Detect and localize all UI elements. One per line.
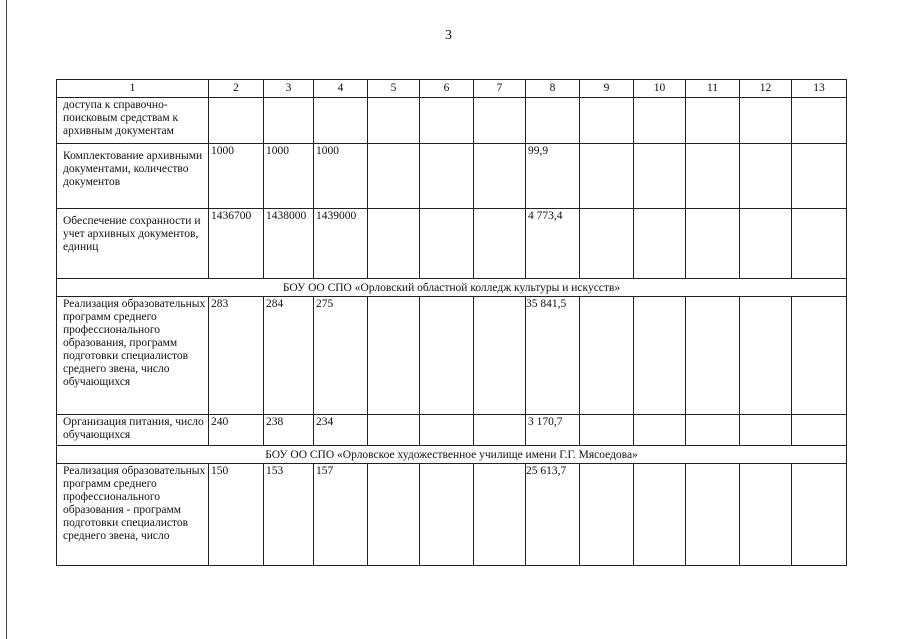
cell-col6 bbox=[420, 209, 474, 279]
cell-col3 bbox=[264, 98, 314, 144]
cell-col8: 3 170,7 bbox=[526, 415, 580, 446]
column-header: 10 bbox=[634, 80, 686, 98]
cell-col7 bbox=[474, 144, 526, 209]
cell-col9 bbox=[580, 144, 634, 209]
cell-col3: 153 bbox=[264, 464, 314, 566]
column-header: 1 bbox=[57, 80, 209, 98]
column-header: 6 bbox=[420, 80, 474, 98]
data-table bbox=[56, 79, 847, 566]
cell-col12 bbox=[740, 415, 792, 446]
cell-col6 bbox=[420, 464, 474, 566]
cell-col12 bbox=[740, 209, 792, 279]
cell-col8: 25 613,7 bbox=[526, 464, 580, 566]
column-header: 7 bbox=[474, 80, 526, 98]
cell-col10 bbox=[634, 209, 686, 279]
cell-col12 bbox=[740, 464, 792, 566]
cell-col13 bbox=[792, 98, 847, 144]
cell-col5 bbox=[368, 209, 420, 279]
cell-col11 bbox=[686, 144, 740, 209]
cell-col11 bbox=[686, 415, 740, 446]
cell-col6 bbox=[420, 144, 474, 209]
cell-col7 bbox=[474, 98, 526, 144]
row-name: Организация питания, число обучающихся bbox=[57, 415, 209, 446]
row-name: Обеспечение сохранности и учет архивных документов, единиц bbox=[57, 209, 209, 279]
cell-col4: 1000 bbox=[314, 144, 368, 209]
cell-col13 bbox=[792, 415, 847, 446]
column-header: 11 bbox=[686, 80, 740, 98]
cell-col4: 234 bbox=[314, 415, 368, 446]
cell-col11 bbox=[686, 209, 740, 279]
row-name: Комплектование архивными документами, количество документов bbox=[57, 144, 209, 209]
row-name: доступа к справочно-поисковым средствам к архивным документам bbox=[57, 98, 209, 144]
page-left-edge bbox=[6, 0, 7, 639]
column-header: 3 bbox=[264, 80, 314, 98]
column-header: 5 bbox=[368, 80, 420, 98]
row-name: Реализация образовательных программ среднего профессионального образования - программ подготовки специалистов среднего звена, число bbox=[57, 464, 209, 566]
cell-col4 bbox=[314, 98, 368, 144]
column-header: 8 bbox=[526, 80, 580, 98]
cell-col6 bbox=[420, 98, 474, 144]
page-number: 3 bbox=[445, 28, 452, 43]
cell-col2: 1436700 bbox=[209, 209, 264, 279]
section-title: БОУ ОО СПО «Орловское художественное училище имени Г.Г. Мясоедова» bbox=[57, 446, 847, 464]
cell-col13 bbox=[792, 209, 847, 279]
cell-col11 bbox=[686, 98, 740, 144]
cell-col7 bbox=[474, 415, 526, 446]
cell-col13 bbox=[792, 144, 847, 209]
cell-col3: 1000 bbox=[264, 144, 314, 209]
cell-col5 bbox=[368, 144, 420, 209]
table-row bbox=[57, 98, 847, 144]
cell-col3: 238 bbox=[264, 415, 314, 446]
cell-col8: 99,9 bbox=[526, 144, 580, 209]
cell-col8: 4 773,4 bbox=[526, 209, 580, 279]
cell-col2 bbox=[209, 98, 264, 144]
cell-col10 bbox=[634, 98, 686, 144]
cell-col6 bbox=[420, 297, 474, 415]
cell-col7 bbox=[474, 297, 526, 415]
cell-col8 bbox=[526, 98, 580, 144]
column-header: 4 bbox=[314, 80, 368, 98]
table-row bbox=[57, 209, 847, 279]
section-header-row bbox=[57, 279, 847, 297]
cell-col12 bbox=[740, 297, 792, 415]
cell-col13 bbox=[792, 464, 847, 566]
cell-col12 bbox=[740, 144, 792, 209]
cell-col2: 150 bbox=[209, 464, 264, 566]
table-row bbox=[57, 297, 847, 415]
cell-col10 bbox=[634, 297, 686, 415]
cell-col9 bbox=[580, 209, 634, 279]
cell-col9 bbox=[580, 297, 634, 415]
cell-col2: 240 bbox=[209, 415, 264, 446]
cell-col5 bbox=[368, 98, 420, 144]
cell-col2: 1000 bbox=[209, 144, 264, 209]
column-header: 9 bbox=[580, 80, 634, 98]
cell-col9 bbox=[580, 98, 634, 144]
cell-col5 bbox=[368, 464, 420, 566]
table-row bbox=[57, 415, 847, 446]
cell-col4: 1439000 bbox=[314, 209, 368, 279]
section-header-row bbox=[57, 446, 847, 464]
cell-col10 bbox=[634, 415, 686, 446]
column-header: 12 bbox=[740, 80, 792, 98]
cell-col7 bbox=[474, 209, 526, 279]
cell-col4: 157 bbox=[314, 464, 368, 566]
cell-col3: 284 bbox=[264, 297, 314, 415]
cell-col9 bbox=[580, 464, 634, 566]
cell-col4: 275 bbox=[314, 297, 368, 415]
cell-col13 bbox=[792, 297, 847, 415]
cell-col9 bbox=[580, 415, 634, 446]
cell-col7 bbox=[474, 464, 526, 566]
table-row bbox=[57, 464, 847, 566]
cell-col5 bbox=[368, 297, 420, 415]
cell-col6 bbox=[420, 415, 474, 446]
cell-col8: 35 841,5 bbox=[526, 297, 580, 415]
table-header-row bbox=[57, 80, 847, 98]
cell-col11 bbox=[686, 297, 740, 415]
cell-col5 bbox=[368, 415, 420, 446]
cell-col12 bbox=[740, 98, 792, 144]
cell-col10 bbox=[634, 144, 686, 209]
cell-col10 bbox=[634, 464, 686, 566]
table-row bbox=[57, 144, 847, 209]
column-header: 2 bbox=[209, 80, 264, 98]
cell-col2: 283 bbox=[209, 297, 264, 415]
cell-col11 bbox=[686, 464, 740, 566]
cell-col3: 1438000 bbox=[264, 209, 314, 279]
row-name: Реализация образовательных программ среднего профессионального образования, программ подготовки специалистов среднего звена, число обучающихся bbox=[57, 297, 209, 415]
section-title: БОУ ОО СПО «Орловский областной колледж культуры и искусств» bbox=[57, 279, 847, 297]
column-header: 13 bbox=[792, 80, 847, 98]
